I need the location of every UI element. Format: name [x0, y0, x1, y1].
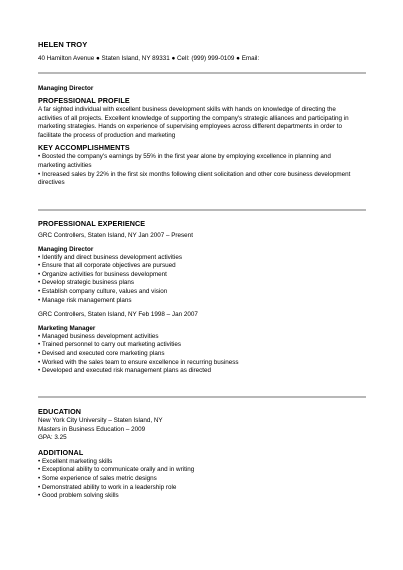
- education-line: Masters in Business Education – 2009: [38, 425, 146, 433]
- profile-text: A far sighted individual with excellent business development skills with hands on knowledge of directing the activities of all projects. Excellent knowledge of supporting the company's strategic alliances and participating in marketing strategies. Hands on experience of supervising employees across different departments in order to facilitate the process of production and marketing: [38, 106, 349, 139]
- education-line: New York City University – Staten Island, NY: [38, 417, 163, 424]
- job-role: Marketing Manager: [38, 324, 96, 332]
- experience-heading: PROFESSIONAL EXPERIENCE: [38, 219, 146, 228]
- list-item: • Identify and direct business development activities: [38, 254, 360, 263]
- list-item: • Managed business development activities: [38, 333, 360, 342]
- list-item: • Trained personnel to carry out marketing activities: [38, 341, 360, 350]
- list-item: • Increased sales by 22% in the first six months following client solicitation and other core business development directives: [38, 171, 360, 188]
- list-item: • Manage risk management plans: [38, 297, 360, 306]
- experience-section: [38, 219, 360, 376]
- summary-section: [38, 84, 360, 188]
- divider-top: [38, 72, 366, 74]
- list-item: • Develop strategic business plans: [38, 279, 360, 288]
- list-item: • Worked with the sales team to ensure excellence in recurring business: [38, 359, 360, 368]
- accomplishments-list: [38, 153, 360, 187]
- profile-heading: PROFESSIONAL PROFILE: [38, 96, 130, 105]
- list-item: • Excellent marketing skills: [38, 458, 360, 467]
- candidate-name: HELEN TROY: [38, 40, 88, 49]
- education-line: GPA: 3.25: [38, 434, 67, 442]
- job-duties-list: [38, 254, 360, 306]
- list-item: • Establish company culture, values and vision: [38, 288, 360, 297]
- list-item: • Exceptional ability to communicate orally and in writing: [38, 466, 360, 475]
- job-duties-list: [38, 333, 360, 376]
- additional-heading: ADDITIONAL: [38, 447, 84, 457]
- list-item: • Some experience of sales metric designs: [38, 475, 360, 484]
- divider-education: [38, 396, 366, 398]
- list-item: • Boosted the company's earnings by 55% in the first year alone by employing excellence in planning and marketing activities: [38, 153, 360, 170]
- job-line: GRC Controllers, Staten Island, NY Feb 1998 – Jan 2007: [38, 311, 198, 319]
- divider-experience: [38, 209, 366, 211]
- list-item: • Organize activities for business development: [38, 271, 360, 280]
- education-heading: EDUCATION: [38, 407, 82, 416]
- list-item: • Good problem solving skills: [38, 492, 360, 501]
- job-role: Managing Director: [38, 245, 94, 253]
- list-item: • Ensure that all corporate objectives are pursued: [38, 262, 360, 271]
- list-item: • Devised and executed core marketing plans: [38, 350, 360, 359]
- contact-line: 40 Hamilton Avenue ● Staten Island, NY 89331 ● Cell: (999) 999-0109 ● Email:: [38, 55, 260, 62]
- job-title: Managing Director: [38, 85, 94, 92]
- education-section: [38, 407, 360, 501]
- job-line: GRC Controllers, Staten Island, NY Jan 2007 – Present: [38, 232, 193, 239]
- list-item: • Developed and executed risk management plans as directed: [38, 367, 360, 376]
- additional-list: [38, 458, 360, 501]
- list-item: • Demonstrated ability to work in a leadership role: [38, 484, 360, 493]
- accomplishments-heading: KEY ACCOMPLISHMENTS: [38, 143, 130, 153]
